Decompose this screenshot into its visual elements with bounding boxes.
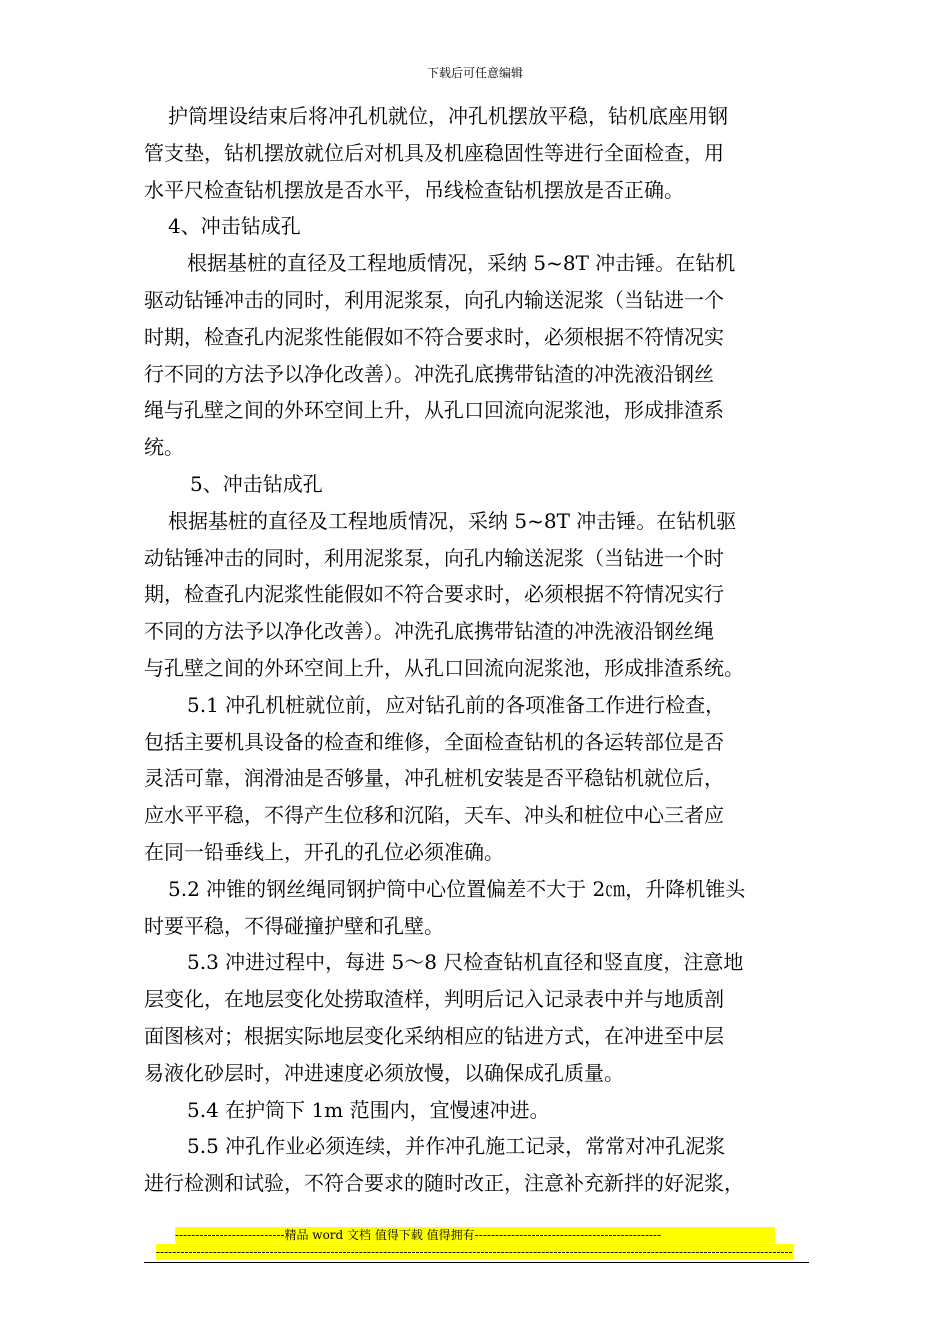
text-line: 5.3 冲进过程中，每进 5～8 尺检查钻机直径和竖直度，注意地 bbox=[187, 950, 744, 975]
footer-banner: ---------------------------精品 word 文档 值得下载 值得拥有---------------------------------------------- bbox=[175, 1227, 775, 1243]
text-line: 4、冲击钻成孔 bbox=[168, 214, 301, 239]
text-line: 应水平平稳，不得产生位移和沉陷，天车、冲头和桩位中心三者应 bbox=[144, 803, 724, 828]
text-line: 灵活可靠，润滑油是否够量，冲孔桩机安装是否平稳钻机就位后， bbox=[144, 766, 724, 791]
text-line: 根据基桩的直径及工程地质情况，采纳 5~8T 冲击锤。在钻机 bbox=[187, 251, 736, 276]
text-line: 不同的方法予以净化改善）。冲洗孔底携带钻渣的冲洗液沿钢丝绳 bbox=[144, 619, 714, 644]
text-line: 在同一铅垂线上，开孔的孔位必须准确。 bbox=[144, 839, 504, 864]
text-line: 绳与孔壁之间的外环空间上升，从孔口回流向泥浆池，形成排渣系 bbox=[144, 398, 724, 423]
text-line: 面图核对；根据实际地层变化采纳相应的钻进方式，在冲进至中层 bbox=[144, 1023, 724, 1048]
text-line: 动钻锤冲击的同时，利用泥浆泵，向孔内输送泥浆（当钻进一个时 bbox=[144, 545, 724, 570]
text-line: 时期，检查孔内泥浆性能假如不符合要求时，必须根据不符情况实 bbox=[144, 324, 724, 349]
footer-dash-line: ------------------------------------------------------------------------------------------------------------------------------------------------------------- bbox=[156, 1245, 793, 1259]
text-line: 护筒埋设结束后将冲孔机就位，冲孔机摆放平稳，钻机底座用钢 bbox=[168, 104, 728, 128]
document-body bbox=[144, 98, 809, 1202]
text-line: 管支垫，钻机摆放就位后对机具及机座稳固性等进行全面检查，用 bbox=[144, 140, 724, 165]
text-line: 5.5 冲孔作业必须连续，并作冲孔施工记录，常常对冲孔泥浆 bbox=[187, 1134, 726, 1159]
text-line: 5.1 冲孔机桩就位前，应对钻孔前的各项准备工作进行检查， bbox=[187, 692, 726, 717]
footer-rule bbox=[144, 1262, 809, 1263]
text-line: 易液化砂层时，冲进速度必须放慢，以确保成孔质量。 bbox=[144, 1060, 624, 1085]
text-line: 根据基桩的直径及工程地质情况，采纳 5~8T 冲击锤。在钻机驱 bbox=[168, 508, 737, 533]
text-line: 期，检查孔内泥浆性能假如不符合要求时，必须根据不符情况实行 bbox=[144, 582, 724, 607]
text-line: 时要平稳，不得碰撞护壁和孔壁。 bbox=[144, 913, 444, 938]
text-line: 与孔壁之间的外环空间上升，从孔口回流向泥浆池，形成排渣系统。 bbox=[144, 655, 744, 680]
text-line: 行不同的方法予以净化改善）。冲洗孔底携带钻渣的冲洗液沿钢丝 bbox=[144, 361, 714, 386]
text-line: 层变化，在地层变化处捞取渣样，判明后记入记录表中并与地质剖 bbox=[144, 987, 724, 1012]
text-line: 进行检测和试验，不符合要求的随时改正，注意补充新拌的好泥浆， bbox=[144, 1171, 744, 1196]
text-line: 驱动钻锤冲击的同时，利用泥浆泵，向孔内输送泥浆（当钻进一个 bbox=[144, 287, 724, 312]
text-line: 统。 bbox=[144, 435, 184, 460]
text-line: 包括主要机具设备的检查和维修，全面检查钻机的各运转部位是否 bbox=[144, 729, 724, 754]
page-header: 下载后可任意编辑 bbox=[426, 66, 523, 80]
text-line: 5、冲击钻成孔 bbox=[190, 471, 323, 496]
text-line: 5.4 在护筒下 1m 范围内，宜慢速冲进。 bbox=[187, 1097, 550, 1122]
text-line: 水平尺检查钻机摆放是否水平，吊线检查钻机摆放是否正确。 bbox=[144, 177, 684, 202]
text-line: 5.2 冲锥的钢丝绳同钢护筒中心位置偏差不大于 2㎝，升降机锥头 bbox=[168, 876, 746, 901]
